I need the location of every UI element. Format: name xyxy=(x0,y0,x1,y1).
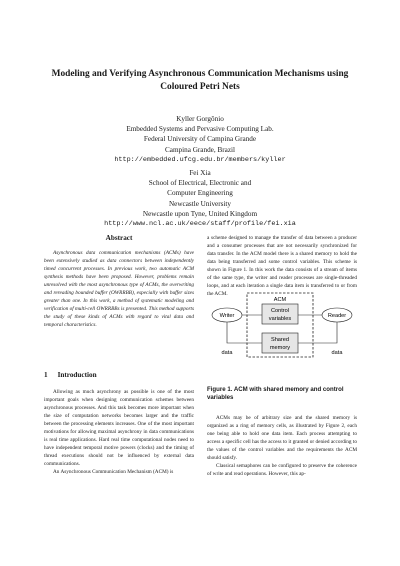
intro-paragraph-1: Allowing as much asynchrony as possible is one of the most important goals when designing communication schemes between asynchronous processes. And this task becomes more important when the size of computation networks becomes larger and the traffic between the processing elements increases. One of the most important motivations for allowing maximal asynchrony in data communications is real time applications. Hard real time computational nodes need to have independent temporal motive powers (clocks) and the timing of thread executions should not be influenced by external data communications. xyxy=(44,389,194,468)
control-label-1: Control xyxy=(270,308,290,314)
intro-title: Introduction xyxy=(57,371,97,379)
intro-paragraph-2: An Asynchronous Communication Mechanism (ACM) is xyxy=(53,469,174,476)
abstract-heading: Abstract xyxy=(105,234,133,242)
right-paragraph-1: a scheme designed to manage the transfer of data between a producer and a consumer processes that are not necessarily synchronized for data transfer. In the ACM model there is a shared memory to hold the data being transferred and some control variables. This scheme is shown in Figure 1. In this work the data consists of a stream of items of the same type, the writer and reader processes are single-threaded loops, and at each iteration a single data item is transferred to or from the ACM. xyxy=(207,235,357,298)
title-line-1: Modeling and Verifying Asynchronous Communication Mechanisms using xyxy=(51,69,349,79)
abstract-text: Asynchronous data communication mechanisms (ACMs) have been extensively studied as data connectors between independently timed concurrent processes. In previous work, two automatic ACM synthesis methods have been proposed. However, problems remain unresolved with the most asynchronous type of ACMs, the overwriting and rereading bounded buffer (OWRRBB), especially with buffer sizes greater than one. In this work, a method of systematic modeling and verification of multi-cell OWRRBBs is presented. This method supports the study of these kinds of ACMs with regard to vital data and temporal characteristics. xyxy=(44,250,194,329)
author1-affiliation-3: Campina Grande, Brazil xyxy=(164,145,236,154)
author1-affiliation-1: Embedded Systems and Pervasive Computing Lab. xyxy=(126,125,274,134)
author1-url: http://embedded.ufcg.edu.br/members/kyller xyxy=(114,155,286,164)
author1-name: Kyller Gorgônio xyxy=(176,115,224,123)
figure-1-diagram xyxy=(207,290,357,390)
right-column-top xyxy=(207,234,357,298)
reader-label: Reader xyxy=(327,313,347,319)
author-block xyxy=(40,114,360,229)
shared-label-2: memory xyxy=(269,345,291,351)
writer-memory-link xyxy=(227,322,262,343)
memory-reader-link xyxy=(298,322,337,343)
author2-name: Fei Xia xyxy=(189,169,211,178)
author2-affiliation-2: Computer Engineering xyxy=(167,189,233,198)
author2-affiliation-3: Newcastle University xyxy=(168,199,232,208)
writer-label: Writer xyxy=(219,313,235,319)
paper-title xyxy=(40,68,360,93)
right-paragraph-3: Classical semaphores can be configured to preserve the coherence of write and read operations. However, this ap- xyxy=(207,463,357,478)
left-column xyxy=(44,234,194,476)
author2-affiliation-1: School of Electrical, Electronic and xyxy=(148,179,252,188)
data-left-label: data xyxy=(221,350,233,356)
control-label-2: variables xyxy=(268,316,292,322)
intro-heading xyxy=(44,371,97,379)
figure-1-caption: Figure 1. ACM with shared memory and control variables xyxy=(207,386,344,401)
right-paragraph-2: ACMs may be of arbitrary size and the shared memory is organized as a ring of memory cells, as illustrated by Figure 2, each one being able to hold one data item. Each process attempting to access a specific cell has the access to it granted or denied according to the values of the control variables and the requirements the ACM should satisfy. xyxy=(207,415,357,462)
author2-affiliation-4: Newcastle upon Tyne, United Kingdom xyxy=(142,209,258,218)
intro-body xyxy=(44,388,194,477)
shared-label-1: Shared xyxy=(270,337,290,343)
right-column-bottom xyxy=(207,414,357,478)
intro-number: 1 xyxy=(44,371,48,379)
author2-url: http://www.ncl.ac.uk/eece/staff/profile/fei.xia xyxy=(104,220,296,229)
title-line-2: Coloured Petri Nets xyxy=(160,81,240,92)
acm-label: ACM xyxy=(273,297,287,303)
author1-affiliation-2: Federal University of Campina Grande xyxy=(143,135,257,144)
data-right-label: data xyxy=(331,350,343,356)
